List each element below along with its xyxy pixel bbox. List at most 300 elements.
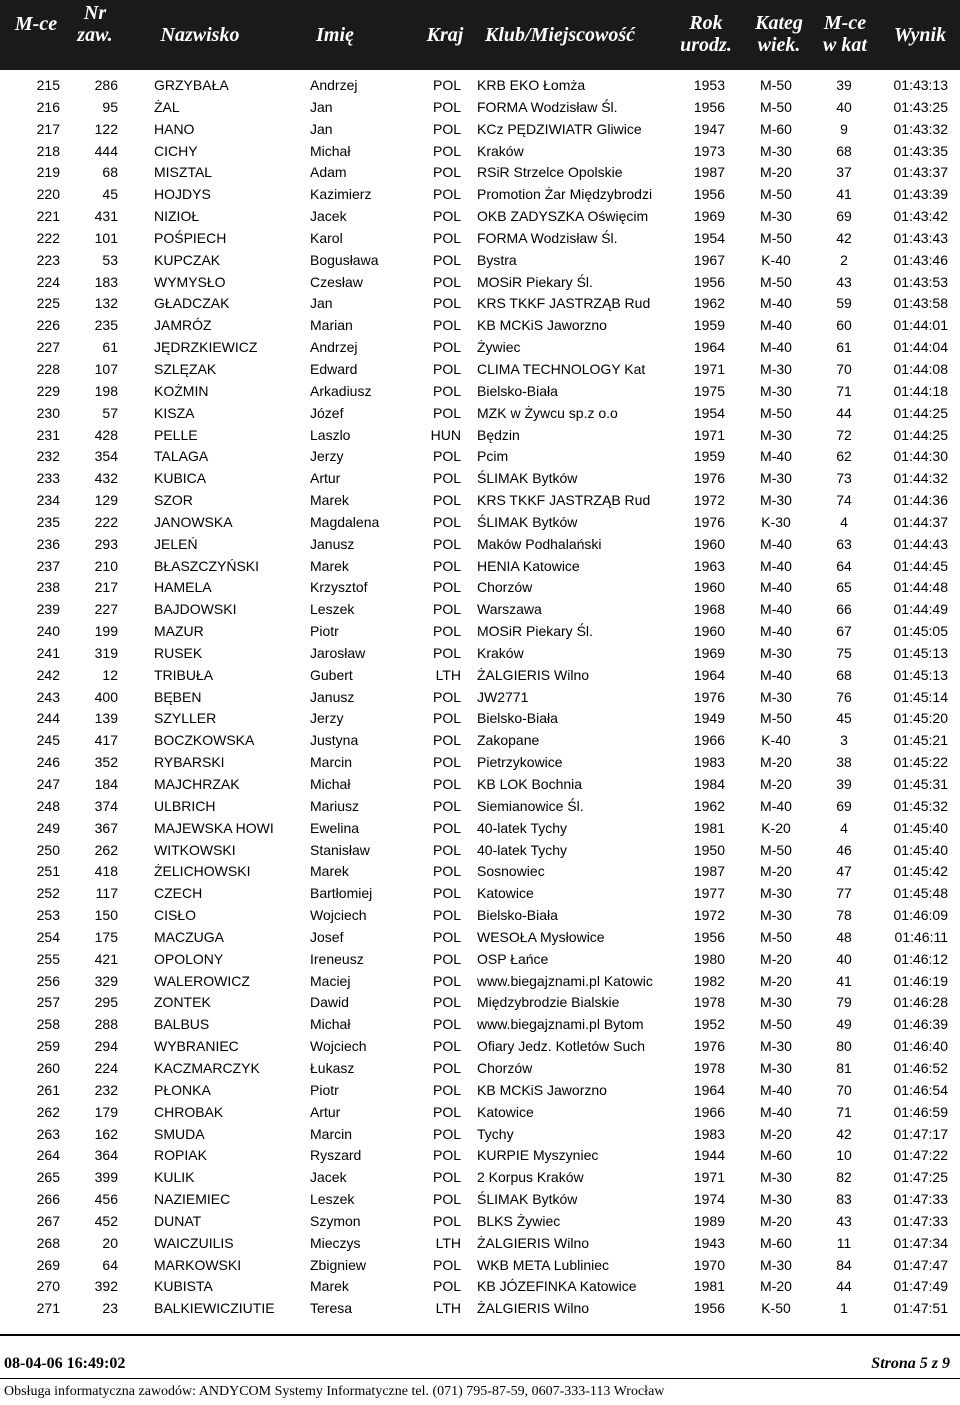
birth-year-cell: 1968 <box>693 601 725 618</box>
category-cell: M-30 <box>760 994 792 1011</box>
bib-cell: 199 <box>94 623 118 640</box>
firstname-cell: Marcin <box>310 1125 353 1142</box>
country-cell: POL <box>432 1147 461 1164</box>
category-cell: M-50 <box>760 186 792 203</box>
result-cell: 01:45:05 <box>893 623 948 640</box>
birth-year-cell: 1966 <box>693 1103 725 1120</box>
category-cell: M-40 <box>760 448 792 465</box>
place-cell: 220 <box>36 186 60 203</box>
surname-cell: POŚPIECH <box>154 229 227 246</box>
category-cell: M-20 <box>760 754 792 771</box>
surname-cell: PŁONKA <box>154 1081 211 1098</box>
bib-cell: 198 <box>94 382 118 399</box>
table-row <box>0 97 960 119</box>
category-place-cell: 80 <box>836 1038 852 1055</box>
surname-cell: PELLE <box>154 426 198 443</box>
category-place-cell: 81 <box>836 1059 852 1076</box>
surname-cell: NAZIEMIEC <box>154 1191 231 1208</box>
firstname-cell: Jan <box>310 98 333 115</box>
result-cell: 01:44:45 <box>893 557 948 574</box>
firstname-cell: Wojciech <box>310 907 367 924</box>
category-cell: M-50 <box>760 77 792 93</box>
bib-cell: 175 <box>94 928 118 945</box>
category-place-cell: 63 <box>836 535 852 552</box>
place-cell: 218 <box>36 142 60 159</box>
birth-year-cell: 1944 <box>693 1147 725 1164</box>
table-row <box>0 752 960 774</box>
club-cell: Bielsko-Biała <box>477 907 558 924</box>
table-row <box>0 1167 960 1189</box>
table-row <box>0 1102 960 1124</box>
result-cell: 01:46:09 <box>893 907 948 924</box>
firstname-cell: Wojciech <box>310 1038 367 1055</box>
club-cell: KURPIE Myszyniec <box>477 1147 599 1164</box>
header-rok <box>676 12 736 56</box>
place-cell: 247 <box>36 776 60 792</box>
category-cell: M-40 <box>760 535 792 552</box>
firstname-cell: Michał <box>310 142 351 159</box>
firstname-cell: Karol <box>310 229 343 246</box>
place-cell: 262 <box>36 1103 60 1120</box>
surname-cell: BALBUS <box>154 1016 210 1033</box>
table-row <box>0 228 960 250</box>
club-cell: Międzybrodzie Bialskie <box>477 994 620 1011</box>
birth-year-cell: 1959 <box>693 317 725 334</box>
club-cell: WKB META Lubliniec <box>477 1256 610 1273</box>
bib-cell: 456 <box>94 1191 118 1208</box>
firstname-cell: Piotr <box>310 623 339 640</box>
header-rok-line1: Rok <box>689 12 723 34</box>
place-cell: 244 <box>36 710 60 727</box>
surname-cell: KACZMARCZYK <box>154 1059 260 1076</box>
footer-info: Obsługa informatyczna zawodów: ANDYCOM Systemy Informatyczne tel. (071) 795-87-59, 0607-333-113 Wrocław <box>4 1384 665 1399</box>
club-cell: Siemianowice Śl. <box>477 797 584 814</box>
bib-cell: 428 <box>94 426 118 443</box>
birth-year-cell: 1956 <box>693 273 725 290</box>
result-cell: 01:46:12 <box>893 950 948 967</box>
table-row <box>0 687 960 709</box>
category-cell: M-50 <box>760 98 792 115</box>
category-cell: M-40 <box>760 623 792 640</box>
table-row <box>0 905 960 927</box>
category-cell: M-20 <box>760 1278 792 1295</box>
category-cell: M-50 <box>760 841 792 858</box>
country-cell: POL <box>432 77 461 93</box>
surname-cell: KULIK <box>154 1169 195 1186</box>
category-place-cell: 70 <box>836 360 852 377</box>
result-cell: 01:44:48 <box>893 579 948 596</box>
birth-year-cell: 1972 <box>693 907 725 924</box>
result-cell: 01:45:42 <box>893 863 948 880</box>
firstname-cell: Marek <box>310 557 349 574</box>
result-cell: 01:47:34 <box>893 1234 948 1251</box>
result-cell: 01:47:17 <box>893 1125 948 1142</box>
result-cell: 01:46:11 <box>894 928 948 945</box>
birth-year-cell: 1976 <box>693 688 725 705</box>
header-wynik <box>880 24 960 46</box>
country-cell: POL <box>432 1125 461 1142</box>
club-cell: KRS TKKF JASTRZĄB Rud <box>477 295 651 312</box>
bib-cell: 224 <box>94 1059 118 1076</box>
category-cell: M-40 <box>760 601 792 618</box>
table-row <box>0 774 960 796</box>
surname-cell: CICHY <box>154 142 198 159</box>
table-row <box>0 949 960 971</box>
country-cell: POL <box>432 928 461 945</box>
birth-year-cell: 1952 <box>693 1016 725 1033</box>
result-cell: 01:45:20 <box>893 710 948 727</box>
country-cell: POL <box>432 972 461 989</box>
category-cell: M-30 <box>760 1191 792 1208</box>
bib-cell: 444 <box>94 142 118 159</box>
category-place-cell: 39 <box>836 77 852 93</box>
firstname-cell: Mieczys <box>310 1234 361 1251</box>
surname-cell: GŁADCZAK <box>154 295 230 312</box>
birth-year-cell: 1960 <box>693 535 725 552</box>
place-cell: 248 <box>36 797 60 814</box>
header-klub <box>470 24 650 46</box>
bib-cell: 107 <box>94 360 118 377</box>
birth-year-cell: 1956 <box>693 928 725 945</box>
header-kraj-line1: Kraj <box>426 24 464 46</box>
place-cell: 266 <box>36 1191 60 1208</box>
country-cell: POL <box>432 601 461 618</box>
bib-cell: 432 <box>94 470 118 487</box>
table-row <box>0 184 960 206</box>
surname-cell: SMUDA <box>154 1125 205 1142</box>
surname-cell: HAMELA <box>154 579 212 596</box>
firstname-cell: Dawid <box>310 994 349 1011</box>
place-cell: 228 <box>36 360 60 377</box>
header-nazwisko <box>150 24 250 46</box>
firstname-cell: Josef <box>310 928 344 945</box>
place-cell: 233 <box>36 470 60 487</box>
category-place-cell: 84 <box>836 1256 852 1273</box>
footer-rule <box>0 1334 960 1336</box>
header-kat <box>744 12 814 56</box>
result-cell: 01:43:46 <box>893 251 948 268</box>
birth-year-cell: 1971 <box>693 360 725 377</box>
place-cell: 268 <box>36 1234 60 1251</box>
category-cell: M-20 <box>760 972 792 989</box>
category-cell: M-50 <box>760 273 792 290</box>
firstname-cell: Leszek <box>310 601 355 618</box>
club-cell: Ofiary Jedz. Kotletów Such <box>477 1038 646 1055</box>
table-row <box>0 206 960 228</box>
bib-cell: 57 <box>102 404 118 421</box>
surname-cell: ROPIAK <box>154 1147 207 1164</box>
place-cell: 251 <box>36 863 60 880</box>
firstname-cell: Jarosław <box>310 644 366 661</box>
firstname-cell: Czesław <box>310 273 363 290</box>
firstname-cell: Teresa <box>310 1300 353 1317</box>
club-cell: KB MCKiS Jaworzno <box>477 317 607 334</box>
country-cell: POL <box>432 623 461 640</box>
country-cell: POL <box>432 142 461 159</box>
category-cell: M-50 <box>760 404 792 421</box>
surname-cell: OPOLONY <box>154 950 224 967</box>
table-row <box>0 861 960 883</box>
table-row <box>0 883 960 905</box>
birth-year-cell: 1976 <box>693 513 725 530</box>
category-place-cell: 68 <box>836 666 852 683</box>
club-cell: Pcim <box>477 448 509 465</box>
surname-cell: JĘDRZKIEWICZ <box>154 339 258 356</box>
result-cell: 01:43:32 <box>893 120 948 137</box>
place-cell: 242 <box>36 666 60 683</box>
result-cell: 01:43:53 <box>893 273 948 290</box>
category-cell: K-40 <box>761 732 791 749</box>
birth-year-cell: 1978 <box>693 994 725 1011</box>
result-cell: 01:45:48 <box>893 885 948 902</box>
surname-cell: ŻAL <box>154 98 180 115</box>
surname-cell: CHROBAK <box>154 1103 224 1120</box>
category-cell: M-60 <box>760 1234 792 1251</box>
bib-cell: 392 <box>94 1278 118 1295</box>
place-cell: 260 <box>36 1059 60 1076</box>
club-cell: ŻALGIERIS Wilno <box>477 666 590 683</box>
surname-cell: GRZYBAŁA <box>154 77 229 93</box>
firstname-cell: Jan <box>310 120 333 137</box>
table-row <box>0 621 960 643</box>
category-place-cell: 60 <box>836 317 852 334</box>
category-place-cell: 43 <box>836 273 852 290</box>
category-cell: M-40 <box>760 797 792 814</box>
bib-cell: 452 <box>94 1212 118 1229</box>
country-cell: POL <box>432 644 461 661</box>
birth-year-cell: 1972 <box>693 492 725 509</box>
header-nr <box>70 2 120 46</box>
birth-year-cell: 1964 <box>693 339 725 356</box>
header-wynik-line1: Wynik <box>893 24 947 46</box>
birth-year-cell: 1947 <box>693 120 725 137</box>
firstname-cell: Jerzy <box>310 710 344 727</box>
header-kraj <box>418 24 472 46</box>
category-cell: M-20 <box>760 1125 792 1142</box>
surname-cell: MACZUGA <box>154 928 224 945</box>
surname-cell: KUPCZAK <box>154 251 221 268</box>
surname-cell: MAJCHRZAK <box>154 776 240 792</box>
category-place-cell: 65 <box>836 579 852 596</box>
club-cell: Bielsko-Biała <box>477 710 558 727</box>
club-cell: 40-latek Tychy <box>477 841 568 858</box>
birth-year-cell: 1954 <box>693 229 725 246</box>
table-row <box>0 250 960 272</box>
result-cell: 01:44:25 <box>893 426 948 443</box>
surname-cell: WAICZUILIS <box>154 1234 234 1251</box>
surname-cell: DUNAT <box>154 1212 202 1229</box>
table-row <box>0 1058 960 1080</box>
firstname-cell: Marek <box>310 492 349 509</box>
bib-cell: 217 <box>94 579 118 596</box>
category-place-cell: 66 <box>836 601 852 618</box>
birth-year-cell: 1959 <box>693 448 725 465</box>
firstname-cell: Michał <box>310 776 351 792</box>
category-place-cell: 42 <box>836 1125 852 1142</box>
birth-year-cell: 1969 <box>693 208 725 225</box>
category-place-cell: 40 <box>836 950 852 967</box>
bib-cell: 286 <box>94 77 118 93</box>
bib-cell: 421 <box>94 950 118 967</box>
country-cell: POL <box>432 164 461 181</box>
country-cell: POL <box>432 797 461 814</box>
club-cell: KB LOK Bochnia <box>477 776 583 792</box>
club-cell: 40-latek Tychy <box>477 819 568 836</box>
bib-cell: 122 <box>94 120 118 137</box>
birth-year-cell: 1943 <box>693 1234 725 1251</box>
country-cell: POL <box>432 229 461 246</box>
surname-cell: WITKOWSKI <box>154 841 236 858</box>
firstname-cell: Andrzej <box>310 339 358 356</box>
table-row <box>0 1255 960 1277</box>
table-row <box>0 403 960 425</box>
bib-cell: 210 <box>94 557 118 574</box>
club-cell: ŚLIMAK Bytków <box>477 470 578 487</box>
firstname-cell: Jacek <box>310 1169 347 1186</box>
header-nazwisko-line1: Nazwisko <box>160 24 240 46</box>
place-cell: 229 <box>36 382 60 399</box>
country-cell: POL <box>432 404 461 421</box>
result-cell: 01:47:25 <box>893 1169 948 1186</box>
surname-cell: CISŁO <box>154 907 197 924</box>
category-cell: M-20 <box>760 1212 792 1229</box>
country-cell: POL <box>432 295 461 312</box>
birth-year-cell: 1963 <box>693 557 725 574</box>
category-place-cell: 10 <box>836 1147 852 1164</box>
firstname-cell: Stanisław <box>310 841 370 858</box>
category-cell: M-20 <box>760 776 792 792</box>
club-cell: KB JÓZEFINKA Katowice <box>477 1278 637 1295</box>
category-cell: M-40 <box>760 579 792 596</box>
category-place-cell: 41 <box>836 972 852 989</box>
table-row <box>0 1145 960 1167</box>
firstname-cell: Marcin <box>310 754 353 771</box>
firstname-cell: Krzysztof <box>310 579 368 596</box>
surname-cell: TRIBUŁA <box>154 666 214 683</box>
category-cell: K-20 <box>761 819 791 836</box>
firstname-cell: Jerzy <box>310 448 344 465</box>
club-cell: KRB EKO Łomża <box>477 77 586 93</box>
birth-year-cell: 1954 <box>693 404 725 421</box>
country-cell: POL <box>432 120 461 137</box>
club-cell: www.biegajznami.pl Katowic <box>477 972 653 989</box>
category-cell: M-30 <box>760 885 792 902</box>
surname-cell: HANO <box>154 120 195 137</box>
firstname-cell: Bogusława <box>310 251 379 268</box>
table-row <box>0 75 960 97</box>
bib-cell: 129 <box>94 492 118 509</box>
result-cell: 01:44:01 <box>893 317 948 334</box>
category-cell: M-30 <box>760 142 792 159</box>
firstname-cell: Artur <box>310 1103 341 1120</box>
country-cell: POL <box>432 1191 461 1208</box>
category-place-cell: 78 <box>836 907 852 924</box>
place-cell: 259 <box>36 1038 60 1055</box>
firstname-cell: Mariusz <box>310 797 360 814</box>
place-cell: 222 <box>36 229 60 246</box>
place-cell: 252 <box>36 885 60 902</box>
surname-cell: KISZA <box>154 404 195 421</box>
result-cell: 01:47:51 <box>893 1300 948 1317</box>
birth-year-cell: 1970 <box>693 1256 725 1273</box>
category-place-cell: 71 <box>836 382 852 399</box>
country-cell: POL <box>432 819 461 836</box>
footer-page-number: Strona 5 z 9 <box>871 1355 950 1372</box>
header-nr-line2: zaw. <box>77 24 113 46</box>
result-cell: 01:44:08 <box>893 360 948 377</box>
birth-year-cell: 1953 <box>693 77 725 93</box>
category-cell: K-50 <box>761 1300 791 1317</box>
bib-cell: 95 <box>102 98 118 115</box>
bib-cell: 232 <box>94 1081 118 1098</box>
table-row <box>0 425 960 447</box>
firstname-cell: Szymon <box>310 1212 361 1229</box>
firstname-cell: Kazimierz <box>310 186 372 203</box>
category-cell: M-30 <box>760 688 792 705</box>
bib-cell: 295 <box>94 994 118 1011</box>
club-cell: BLKS Żywiec <box>477 1212 561 1229</box>
surname-cell: KUBISTA <box>154 1278 213 1295</box>
table-row <box>0 359 960 381</box>
place-cell: 250 <box>36 841 60 858</box>
firstname-cell: Michał <box>310 1016 351 1033</box>
firstname-cell: Piotr <box>310 1081 339 1098</box>
club-cell: Będzin <box>477 426 520 443</box>
birth-year-cell: 1974 <box>693 1191 725 1208</box>
country-cell: LTH <box>435 1234 461 1251</box>
birth-year-cell: 1956 <box>693 186 725 203</box>
place-cell: 258 <box>36 1016 60 1033</box>
bib-cell: 20 <box>102 1234 118 1251</box>
table-row <box>0 1124 960 1146</box>
birth-year-cell: 1976 <box>693 1038 725 1055</box>
place-cell: 239 <box>36 601 60 618</box>
place-cell: 236 <box>36 535 60 552</box>
result-cell: 01:45:13 <box>893 666 948 683</box>
country-cell: POL <box>432 710 461 727</box>
surname-cell: MISZTAL <box>154 164 213 181</box>
header-kat-line1: Kateg <box>755 12 803 34</box>
bib-cell: 235 <box>94 317 118 334</box>
firstname-cell: Magdalena <box>310 513 380 530</box>
country-cell: POL <box>432 1038 461 1055</box>
place-cell: 241 <box>36 644 60 661</box>
table-row <box>0 840 960 862</box>
firstname-cell: Edward <box>310 360 358 377</box>
category-place-cell: 72 <box>836 426 852 443</box>
category-place-cell: 71 <box>836 1103 852 1120</box>
place-cell: 217 <box>36 120 60 137</box>
header-rok-line2: urodz. <box>680 34 732 56</box>
firstname-cell: Janusz <box>310 535 355 552</box>
bib-cell: 117 <box>95 885 118 902</box>
country-cell: POL <box>432 208 461 225</box>
birth-year-cell: 1964 <box>693 1081 725 1098</box>
bib-cell: 101 <box>94 229 118 246</box>
table-row <box>0 643 960 665</box>
place-cell: 271 <box>36 1300 60 1317</box>
table-row <box>0 730 960 752</box>
category-place-cell: 4 <box>840 819 848 836</box>
category-place-cell: 44 <box>836 404 852 421</box>
country-cell: POL <box>432 579 461 596</box>
firstname-cell: Leszek <box>310 1191 355 1208</box>
result-cell: 01:44:49 <box>893 601 948 618</box>
club-cell: Kraków <box>477 142 524 159</box>
category-cell: M-30 <box>760 1256 792 1273</box>
birth-year-cell: 1981 <box>693 819 725 836</box>
result-cell: 01:47:22 <box>893 1147 948 1164</box>
